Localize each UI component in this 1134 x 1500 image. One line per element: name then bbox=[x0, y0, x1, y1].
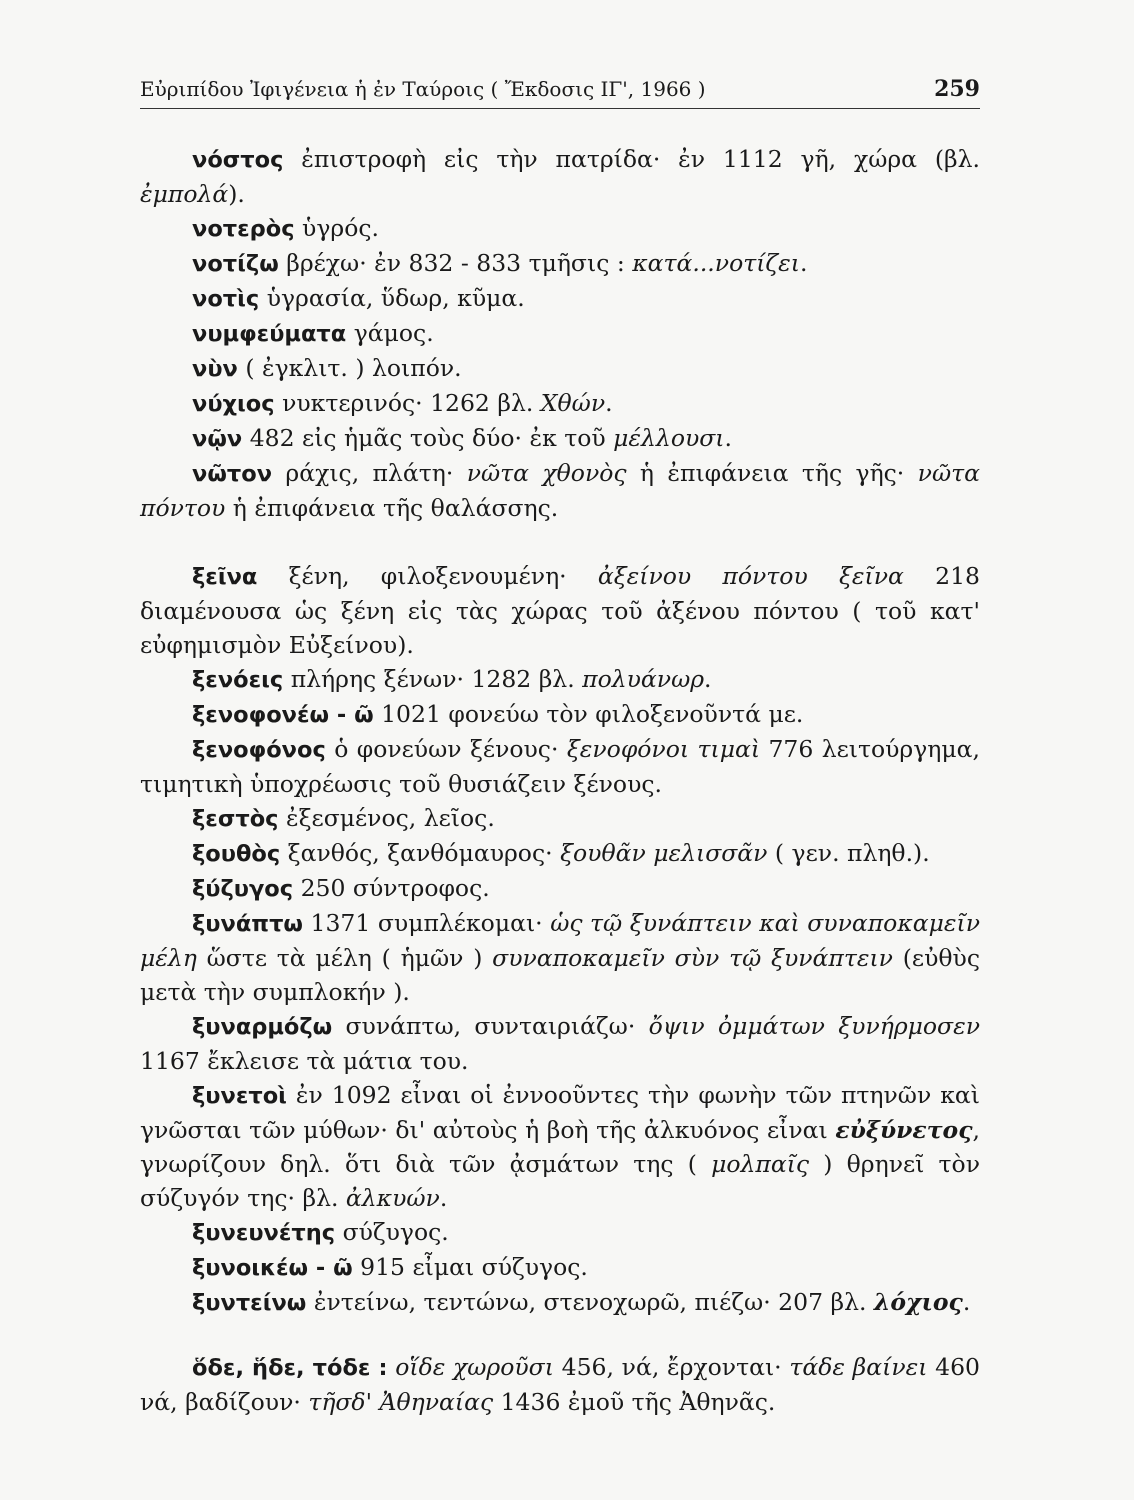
headword: ξυνετοὶ bbox=[192, 1083, 287, 1109]
italic-citation: ξενοφόνοι τιμαὶ bbox=[566, 735, 761, 763]
definition-text: ( γεν. πληθ.). bbox=[767, 839, 930, 867]
definition-text: 482 εἰς ἡμᾶς τοὺς δύο· ἐκ τοῦ bbox=[242, 424, 614, 452]
headword: ξενοφόνος bbox=[192, 737, 326, 763]
entry-xynapto bbox=[140, 906, 980, 1009]
definition-text: ἐπιστροφὴ εἰς τὴν πατρίδα· ἐν 1112 γῆ, χώρα (βλ. bbox=[283, 145, 980, 173]
definition-text: ( ἐγκλιτ. ) λοιπόν. bbox=[237, 354, 462, 382]
definition-text: 915 εἶμαι σύζυγος. bbox=[352, 1253, 588, 1281]
headword: νῷν bbox=[192, 426, 243, 452]
entry-noton bbox=[140, 456, 980, 525]
definition-text: ξένη, φιλοξενουμένη· bbox=[257, 562, 598, 590]
entry-hode bbox=[140, 1350, 980, 1419]
headword: ξενοφονέω - ῶ bbox=[192, 702, 374, 728]
entry-noteros bbox=[140, 211, 980, 246]
italic-citation: συναποκαμεῖν σὺν τῷ ξυνάπτειν bbox=[492, 944, 893, 972]
entry-xyneunetes bbox=[140, 1215, 980, 1250]
definition-text: 218 διαμένουσα ὡς ξένη εἰς τὰς χώρας τοῦ ἀξένου πόντου ( τοῦ κατ' εὐφημισμὸν Εὐξείνου). bbox=[140, 562, 980, 659]
headword: ξυναρμόζω bbox=[192, 1014, 333, 1040]
definition-text: . bbox=[962, 1288, 971, 1316]
entry-xenophoneo bbox=[140, 697, 980, 732]
definition-text: πλήρης ξένων· 1282 βλ. bbox=[283, 665, 583, 693]
italic-citation: εὐξύνετος bbox=[835, 1116, 973, 1144]
entry-xynetoi bbox=[140, 1078, 980, 1215]
italic-citation: ὡς τῷ ξυνάπτειν καὶ συναποκαμεῖν μέλη bbox=[140, 909, 980, 972]
definition-text: 1167 ἔκλεισε τὰ μάτια του. bbox=[140, 1047, 469, 1075]
italic-citation: Χθών bbox=[540, 389, 606, 417]
entry-notizo bbox=[140, 246, 980, 281]
entry-nostos bbox=[140, 142, 980, 211]
entry-noin bbox=[140, 421, 980, 456]
headword: νυμφεύματα bbox=[192, 321, 347, 347]
definition-text: , γνωρίζουν δηλ. ὅτι διὰ τῶν ᾀσμάτων της ( bbox=[140, 1116, 980, 1178]
italic-citation: νῶτα χθονὸς bbox=[466, 459, 627, 487]
italic-citation: μολπαῖς bbox=[711, 1150, 810, 1178]
headword: νόστος bbox=[192, 147, 284, 173]
definition-text: ἐξεσμένος, λεῖος. bbox=[278, 804, 495, 832]
italic-citation: ὄψιν ὀμμάτων ξυνήρμοσεν bbox=[648, 1012, 980, 1040]
definition-text: ἐν 1092 εἶναι οἱ ἐννοοῦντες τὴν φωνὴν τῶν πτηνῶν καὶ γνῶσται τῶν μύθων· δι' αὐτοὺς ἡ βοὴ τῆς ἀλκυόνος εἶναι bbox=[140, 1081, 980, 1144]
section-gap bbox=[140, 1320, 980, 1350]
definition-text: ἡ ἐπιφάνεια τῆς γῆς· bbox=[626, 459, 918, 487]
definition-text: . bbox=[800, 249, 808, 277]
definition-text: 776 λειτούργημα, τιμητικὴ ὑποχρέωσις τοῦ θυσιάζειν ξένους. bbox=[140, 735, 980, 798]
italic-citation: μέλλουσι bbox=[613, 424, 725, 452]
headword: νοτίζω bbox=[192, 251, 279, 277]
definition-text: 1021 φονεύω τὸν φιλοξενοῦντά με. bbox=[373, 700, 804, 728]
headword: ξυνάπτω bbox=[192, 911, 303, 937]
italic-citation: τάδε βαίνει bbox=[789, 1353, 928, 1381]
entry-nympheumata bbox=[140, 316, 980, 351]
headword: ξυντείνω bbox=[192, 1290, 307, 1316]
page-number: 259 bbox=[934, 76, 980, 102]
headword: ξυνοικέω - ῶ bbox=[192, 1255, 353, 1281]
entry-xynoikeo bbox=[140, 1250, 980, 1285]
entry-xouthos bbox=[140, 836, 980, 871]
entry-xenophonos bbox=[140, 732, 980, 801]
headword: ξύζυγος bbox=[192, 876, 294, 902]
definition-text: 250 σύντροφος. bbox=[293, 874, 490, 902]
definition-text: 460 νά, βαδίζουν· bbox=[140, 1353, 981, 1416]
headword: νὺν bbox=[192, 356, 238, 382]
headword: ξεστὸς bbox=[192, 806, 279, 832]
definition-text: γάμος. bbox=[346, 319, 434, 347]
entry-xeina bbox=[140, 559, 980, 662]
headword: νοτερὸς bbox=[192, 216, 295, 242]
entry-nychios bbox=[140, 386, 980, 421]
definition-text: ὑγρασία, ὕδωρ, κῦμα. bbox=[259, 284, 525, 312]
italic-citation: τῆσδ' Ἀθηναίας bbox=[308, 1388, 494, 1416]
entry-nyn bbox=[140, 351, 980, 386]
headword: ξουθὸς bbox=[192, 841, 281, 867]
italic-citation: ξουθᾶν μελισσᾶν bbox=[560, 839, 768, 867]
definition-text: σύζυγος. bbox=[335, 1218, 449, 1246]
italic-citation: ἐμπολά bbox=[140, 180, 229, 208]
definition-text: βρέχω· ἐν 832 - 833 τμῆσις : bbox=[278, 249, 633, 277]
definition-text: . bbox=[704, 665, 712, 693]
running-head bbox=[140, 74, 980, 104]
italic-citation: ἀξείνου πόντου ξεῖνα bbox=[597, 562, 904, 590]
headword: νῶτον bbox=[192, 461, 273, 487]
italic-citation: οἵδε χωροῦσι bbox=[395, 1353, 554, 1381]
definition-text: συνάπτω, συνταιριάζω· bbox=[332, 1012, 649, 1040]
headword: ξυνευνέτης bbox=[192, 1220, 336, 1246]
running-head-title: Εὐριπίδου Ἰφιγένεια ἡ ἐν Ταύροις ( Ἔκδοσις ΙΓ', 1966 ) bbox=[140, 77, 706, 101]
italic-citation: κατά...νοτίζει bbox=[632, 249, 800, 277]
definition-text: ἡ ἐπιφάνεια τῆς θαλάσσης. bbox=[225, 494, 559, 522]
entry-xestos bbox=[140, 801, 980, 836]
entry-notis bbox=[140, 281, 980, 316]
headword: ξενόεις bbox=[192, 667, 284, 693]
entry-xynteino bbox=[140, 1285, 980, 1320]
entry-xenoeis bbox=[140, 662, 980, 697]
italic-citation: ἀλκυών bbox=[345, 1184, 440, 1212]
glossary-body bbox=[140, 142, 980, 1419]
definition-text: 1371 συμπλέκομαι· bbox=[302, 909, 551, 937]
headword: νύχιος bbox=[192, 391, 275, 417]
definition-text: ) θρηνεῖ τὸν σύζυγόν της· βλ. bbox=[140, 1150, 980, 1212]
header-rule bbox=[140, 108, 980, 109]
definition-text: 1436 ἐμοῦ τῆς Ἀθηνᾶς. bbox=[493, 1388, 776, 1416]
definition-text: . bbox=[439, 1184, 448, 1212]
definition-text: ράχις, πλάτη· bbox=[272, 459, 467, 487]
definition-text: (εὐθὺς μετὰ τὴν συμπλοκήν ). bbox=[140, 944, 980, 1006]
section-gap bbox=[140, 525, 980, 559]
definition-text: ὁ φονεύων ξένους· bbox=[325, 735, 567, 763]
definition-text: . bbox=[724, 424, 733, 452]
headword: ὅδε, ἥδε, τόδε : bbox=[192, 1355, 388, 1381]
definition-text: ὑγρός. bbox=[294, 214, 379, 242]
definition-text: ἐντείνω, τεντώνω, στενοχωρῶ, πιέζω· 207 βλ. bbox=[306, 1288, 874, 1316]
definition-text: ). bbox=[228, 180, 245, 208]
headword: ξεῖνα bbox=[192, 564, 258, 590]
definition-text: . bbox=[605, 389, 613, 417]
definition-text: ξανθός, ξανθόμαυρος· bbox=[280, 839, 561, 867]
headword: νοτὶς bbox=[192, 286, 260, 312]
entry-xyzygos bbox=[140, 871, 980, 906]
definition-text: νυκτερινός· 1262 βλ. bbox=[274, 389, 541, 417]
definition-text: 456, νά, ἔρχονται· bbox=[553, 1353, 790, 1381]
entry-xynarmozo bbox=[140, 1009, 980, 1078]
italic-citation: νῶτα πόντου bbox=[140, 459, 980, 522]
italic-citation: λόχιος bbox=[873, 1288, 963, 1316]
definition-text: ὥστε τὰ μέλη ( ἡμῶν ) bbox=[196, 944, 493, 972]
italic-citation: πολυάνωρ bbox=[582, 665, 705, 693]
